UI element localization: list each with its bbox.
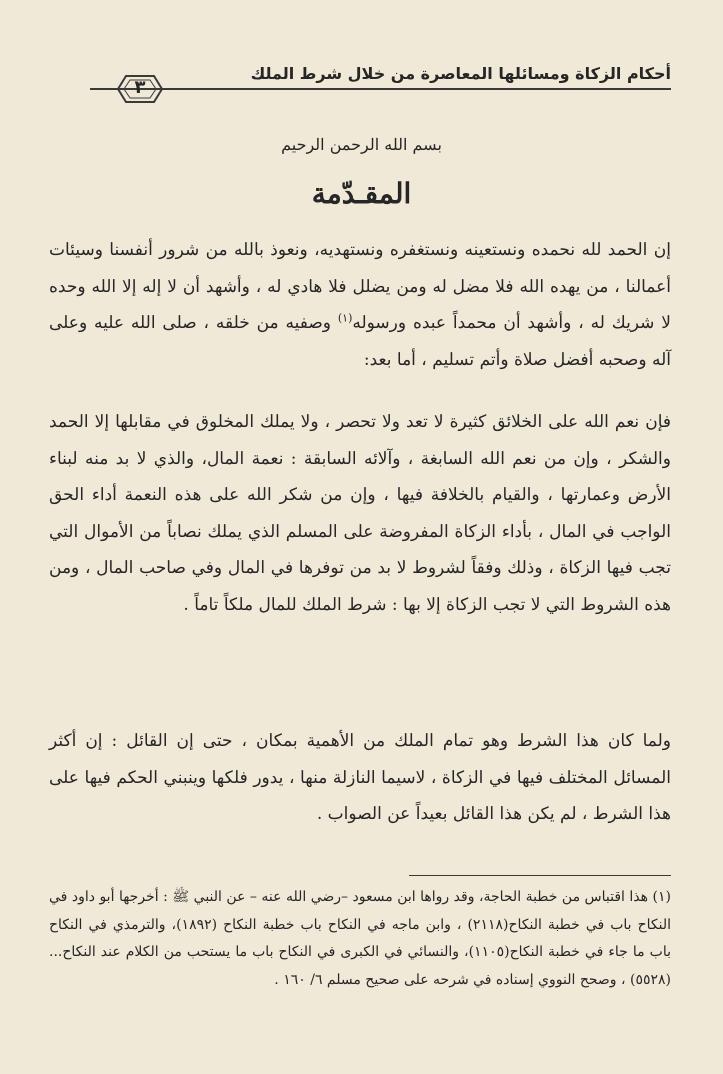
basmala: بسم الله الرحمن الرحيم — [281, 135, 442, 154]
page-number-ornament — [104, 68, 176, 108]
paragraph-condition: ولما كان هذا الشرط وهو تمام الملك من الأهمية بمكان ، حتى إن القائل : إن أكثر المسائل المختلف فيها في الزكاة ، لاسيما النازلة منها ، يدور فلكها وينبني الحكم فيها على هذا الشرط ، لم يكن هذا القائل بعيداً عن الصواب . — [49, 731, 671, 824]
footnote: (١) هذا اقتباس من خطبة الحاجة، وقد رواها ابن مسعود –رضي الله عنه – عن النبي ﷺ : أخرجها أبو داود في النكاح باب في خطبة النكاح(٢١١٨) ، وابن ماجه في النكاح باب خطبة النكاح (١٨٩٢)، والترمذي في النكاح باب ما جاء في خطبة النكاح(١١٠٥)، والنسائي في الكبرى في النكاح باب ما يستحب من الكلام عند النكاح...(٥٥٢٨) ، وصحح النووي إسناده في شرحه على صحيح مسلم ٦/ ١٦٠ . — [49, 889, 672, 988]
paragraph-blessings: فإن نعم الله على الخلائق كثيرة لا تعد ولا تحصر ، ولا يملك المخلوق في مقابلها إلا الحمد والشكر ، وإن من نعم الله السابغة ، وآلائه السابقة : نعمة المال، والذي لا بد منه لبناء الأرض وعمارتها ، والقيام بالخلافة فيها ، وإن من شكر الله على هذه النعمة أداء الحق الواجب في المال ، بأداء الزكاة المفروضة على المسلم الذي يملك نصاباً من الأموال التي تجب فيها الزكاة ، وذلك وفقاً لشروط لا بد من توفرها في المال وفي صاحب المال ، ومن هذه الشروط التي لا تجب الزكاة إلا بها : شرط الملك للمال ملكاً تاماً . — [49, 412, 671, 615]
paragraph-intro-text: إن الحمد لله نحمده ونستعينه ونستغفره ونستهديه، ونعوذ بالله من شرور أنفسنا وسيئات أعمالنا ، من يهده الله فلا مضل له ومن يضلل فلا هادي له ، وأشهد أن لا إله إلا الله وحده لا شريك له ، وأشهد أن محمداً عبده ورسوله — [49, 240, 671, 333]
page-number: ٣ — [134, 77, 146, 98]
section-title: المقـدّمة — [311, 177, 412, 210]
header-rule — [90, 88, 671, 90]
running-title: أحكام الزكاة ومسائلها المعاصرة من خلال شرط الملك — [251, 64, 671, 83]
footnote-separator — [409, 875, 671, 876]
paragraph-intro — [49, 232, 671, 378]
paragraph-intro-tail: وصفيه من خلقه ، صلى الله عليه وعلى آله وصحبه أفضل صلاة وأتم تسليم ، أما بعد: — [49, 313, 671, 370]
footnote-reference[interactable]: (١) — [337, 311, 353, 325]
